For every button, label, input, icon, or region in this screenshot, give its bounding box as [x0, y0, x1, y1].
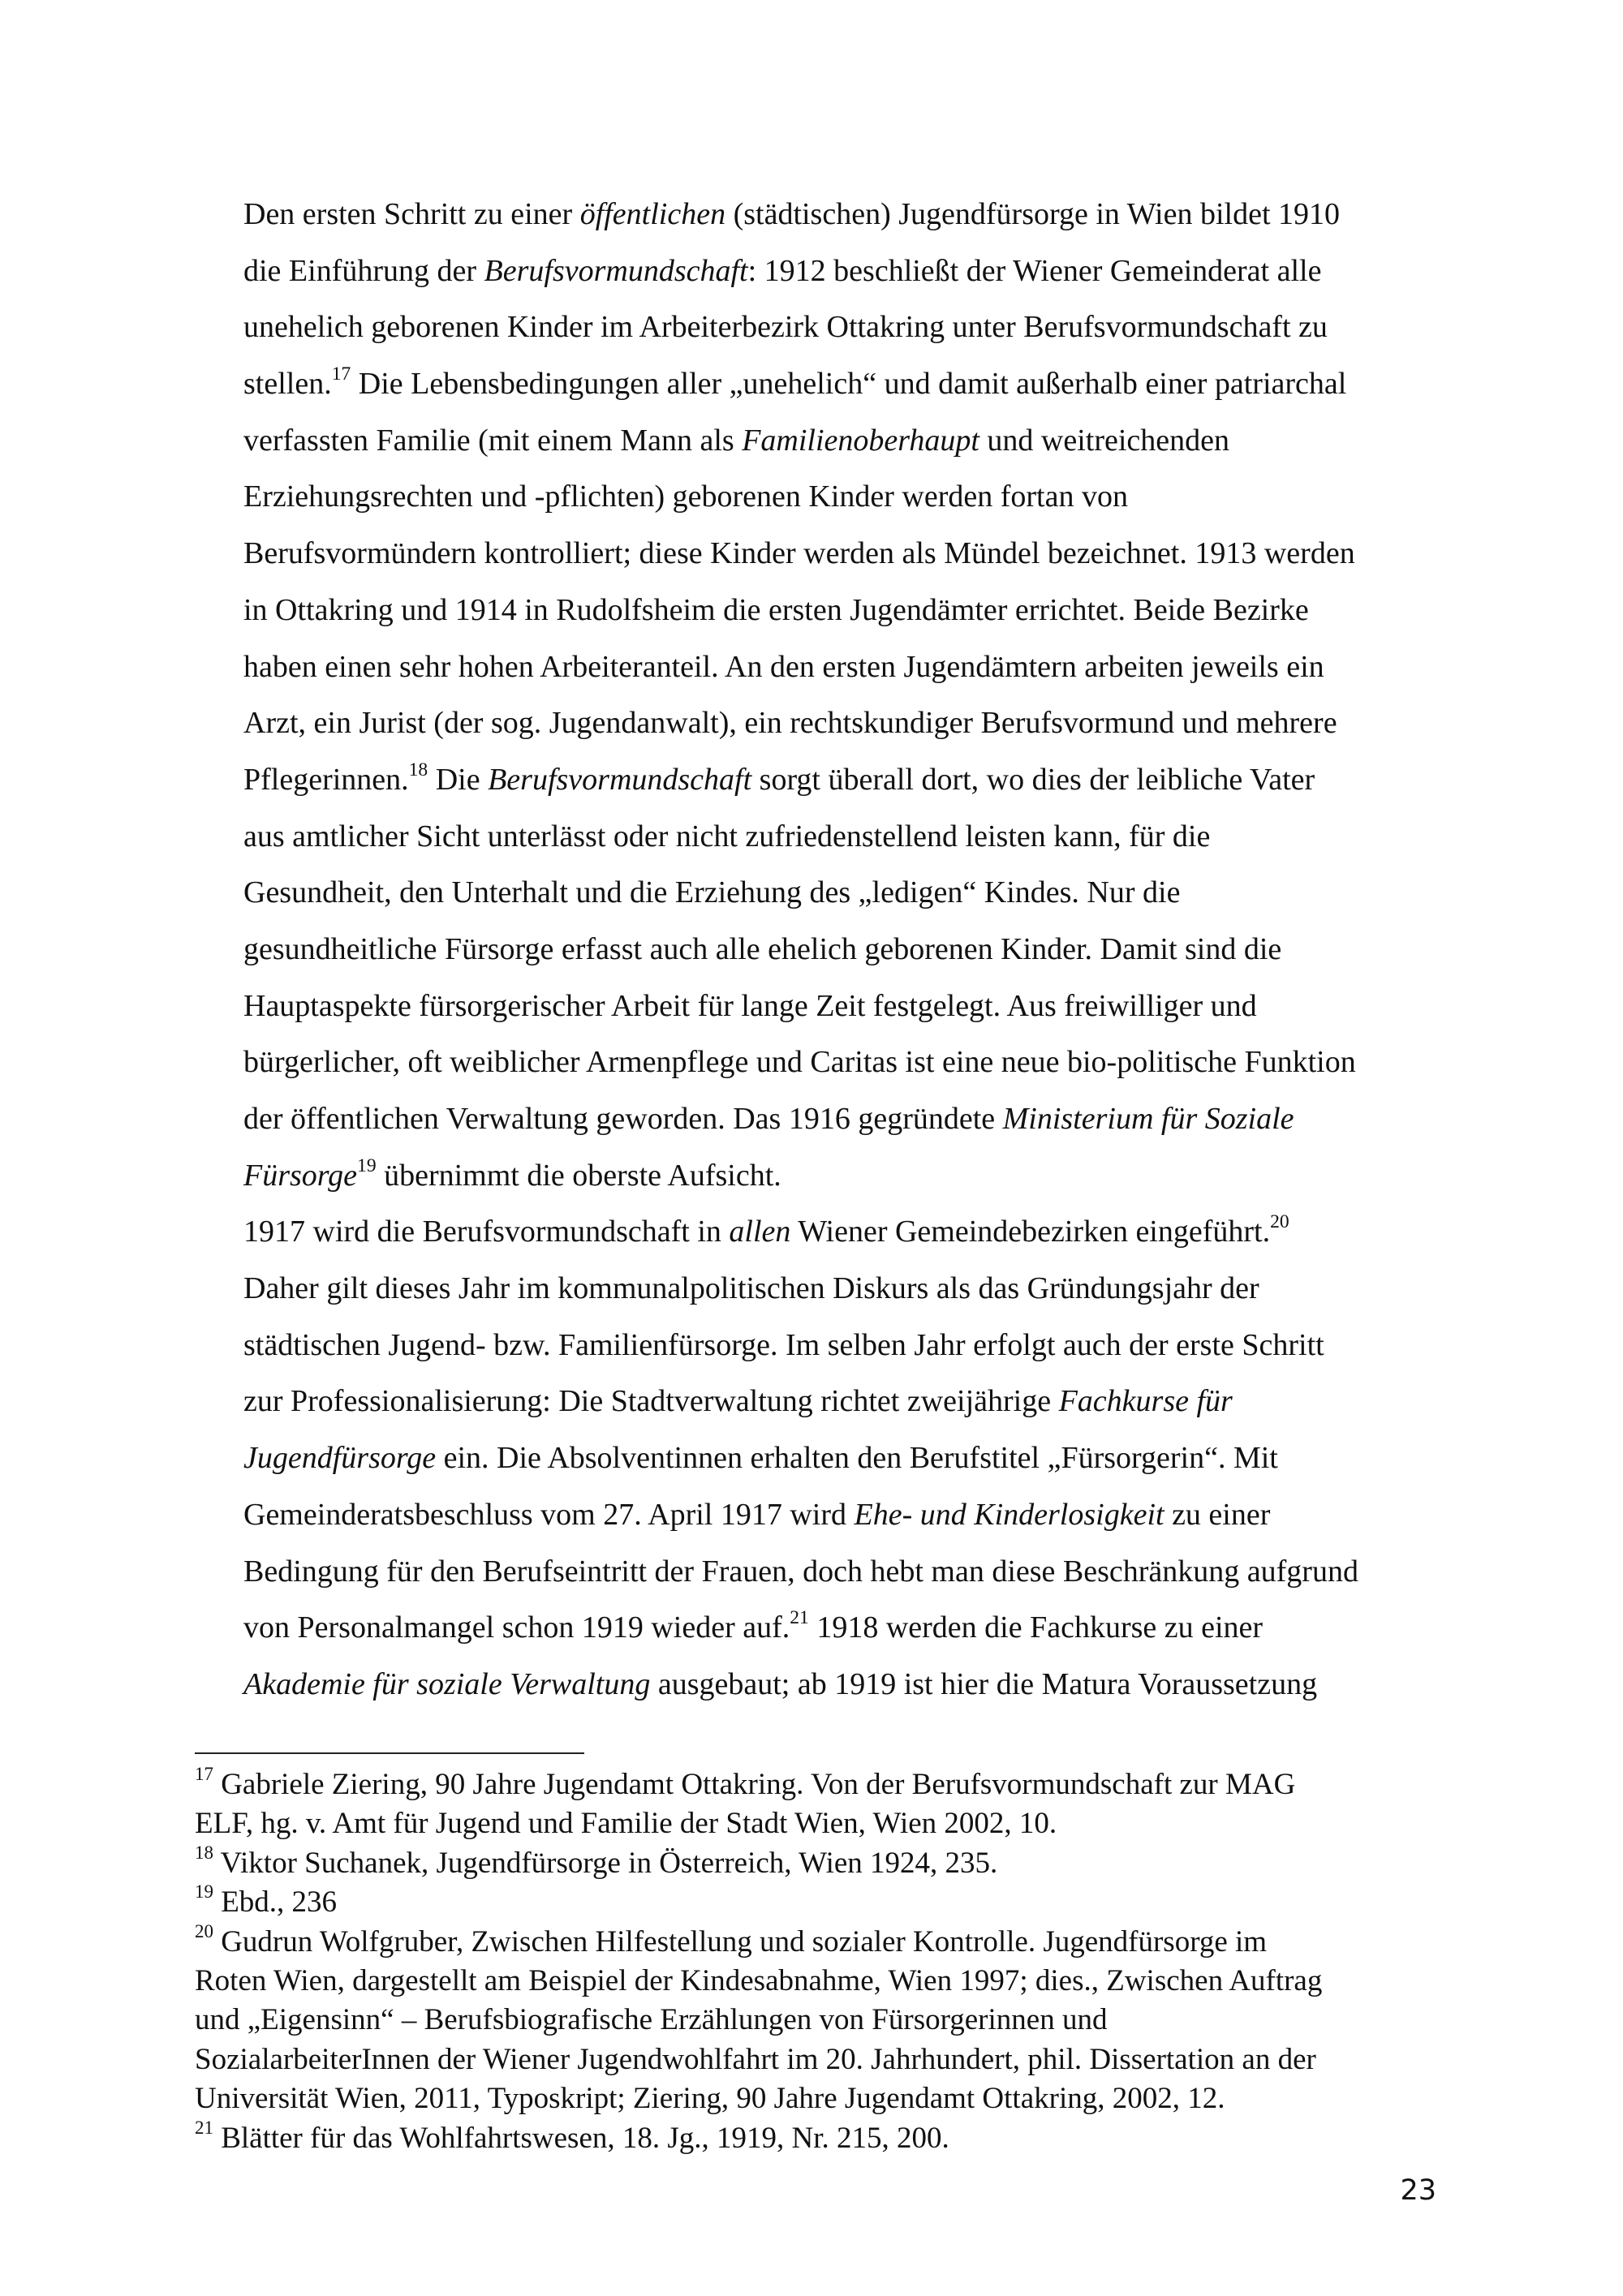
- footnote-marker: 17: [331, 363, 351, 385]
- text-run: städtischen Jugend- bzw. Familienfürsorge. Im selben Jahr erfolgt auch der erste Schritt: [243, 1327, 1324, 1362]
- body-line: [243, 1091, 1436, 1148]
- emphasis-text: Fachkurse für: [1058, 1384, 1233, 1419]
- footnote-marker: 21: [195, 2117, 213, 2138]
- text-run: Bedingung für den Berufseintritt der Frauen, doch hebt man diese Beschränkung aufgrund: [243, 1554, 1358, 1589]
- emphasis-text: Ehe- und Kinderlosigkeit: [854, 1497, 1165, 1532]
- body-line: [243, 1204, 1436, 1261]
- text-run: verfassten Familie (mit einem Mann als: [243, 423, 743, 458]
- text-run: von Personalmangel schon 1919 wieder auf.: [243, 1610, 790, 1645]
- text-run: Pflegerinnen.: [243, 762, 409, 797]
- body-line: [243, 1148, 1436, 1205]
- text-run: sorgt überall dort, wo dies der leibliche Vater: [751, 762, 1315, 797]
- body-line: [243, 526, 1436, 583]
- body-line: [243, 752, 1436, 809]
- body-line: [243, 1034, 1436, 1091]
- footnote-marker: 18: [195, 1842, 213, 1864]
- emphasis-text: Akademie für soziale Verwaltung: [243, 1666, 651, 1701]
- text-run: Wiener Gemeindebezirken eingeführt.: [790, 1215, 1271, 1249]
- text-run: haben einen sehr hohen Arbeiteranteil. An den ersten Jugendämtern arbeiten jeweils ein: [243, 649, 1324, 684]
- emphasis-text: Fürsorge: [243, 1158, 358, 1193]
- text-run: ein. Die Absolventinnen erhalten den Berufstitel „Fürsorgerin“. Mit: [436, 1441, 1278, 1476]
- text-run: Den ersten Schritt zu einer: [243, 197, 580, 231]
- text-run: Erziehungsrechten und -pflichten) geborenen Kinder werden fortan von: [243, 479, 1128, 514]
- text-run: der öffentlichen Verwaltung geworden. Das 1916 gegründete: [243, 1102, 1003, 1136]
- body-line: [243, 299, 1436, 356]
- footnotes: [195, 1765, 1444, 2158]
- body-line: [243, 809, 1436, 866]
- text-run: Daher gilt dieses Jahr im kommunalpolitischen Diskurs als das Gründungsjahr der: [243, 1271, 1259, 1306]
- emphasis-text: allen: [729, 1215, 791, 1249]
- text-run: die Einführung der: [243, 253, 484, 288]
- footnote-line: [195, 2001, 1444, 2040]
- footnote-line: [195, 2119, 1444, 2158]
- footnote-line: [195, 2040, 1444, 2079]
- text-run: Die: [428, 762, 489, 797]
- footnote-marker: 21: [790, 1607, 809, 1628]
- body-line: [243, 243, 1436, 300]
- footnote-line: [195, 1883, 1444, 1922]
- text-run: Universität Wien, 2011, Typoskript; Ziering, 90 Jahre Jugendamt Ottakring, 2002, 12.: [195, 2082, 1225, 2116]
- text-run: ELF, hg. v. Amt für Jugend und Familie der Stadt Wien, Wien 2002, 10.: [195, 1807, 1057, 1841]
- text-run: 1918 werden die Fachkurse zu einer: [808, 1610, 1264, 1645]
- body-line: [243, 1657, 1436, 1713]
- body-line: [243, 922, 1436, 978]
- text-run: Arzt, ein Jurist (der sog. Jugendanwalt), ein rechtskundiger Berufsvormund und mehrere: [243, 706, 1337, 741]
- text-run: Roten Wien, dargestellt am Beispiel der Kindesabnahme, Wien 1997; dies., Zwischen Auftrag: [195, 1963, 1323, 1997]
- text-run: Gemeinderatsbeschluss vom 27. April 1917 wird: [243, 1497, 855, 1532]
- emphasis-text: Berufsvormundschaft: [488, 762, 752, 797]
- body-line: [243, 1261, 1436, 1318]
- emphasis-text: Jugendfürsorge: [243, 1441, 437, 1476]
- text-run: Gesundheit, den Unterhalt und die Erziehung des „ledigen“ Kindes. Nur die: [243, 875, 1181, 910]
- text-run: zu einer: [1164, 1497, 1271, 1532]
- body-line: [243, 639, 1436, 696]
- body-line: [243, 1544, 1436, 1601]
- text-run: aus amtlicher Sicht unterlässt oder nicht zufriedenstellend leisten kann, für die: [243, 819, 1211, 853]
- footnote-line: [195, 1765, 1444, 1804]
- body-line: [243, 978, 1436, 1035]
- emphasis-text: öffentlichen: [579, 197, 726, 231]
- footnote-marker: 19: [357, 1154, 377, 1176]
- footnote-marker: 20: [195, 1920, 213, 1941]
- body-line: [243, 469, 1436, 526]
- footnote-marker: 18: [408, 759, 428, 780]
- body-line: [243, 695, 1436, 752]
- text-run: Ebd., 236: [213, 1885, 338, 1920]
- footnote-separator: [195, 1752, 584, 1754]
- body-line: [243, 1487, 1436, 1544]
- text-run: Gudrun Wolfgruber, Zwischen Hilfestellung und sozialer Kontrolle. Jugendfürsorge im: [213, 1924, 1268, 1958]
- text-run: Hauptaspekte fürsorgerischer Arbeit für lange Zeit festgelegt. Aus freiwilliger und: [243, 988, 1257, 1023]
- footnote-line: [195, 1920, 1444, 1962]
- text-run: : 1912 beschließt der Wiener Gemeinderat alle: [747, 253, 1322, 288]
- emphasis-text: Ministerium für Soziale: [1002, 1102, 1294, 1136]
- text-run: zur Professionalisierung: Die Stadtverwaltung richtet zweijährige: [243, 1384, 1059, 1419]
- text-run: übernimmt die oberste Aufsicht.: [376, 1158, 781, 1193]
- text-run: und „Eigensinn“ – Berufsbiografische Erzählungen von Fürsorgerinnen und: [195, 2003, 1108, 2037]
- body-line: [243, 413, 1436, 470]
- text-run: (städtischen) Jugendfürsorge in Wien bildet 1910: [725, 197, 1340, 231]
- body-text: [243, 187, 1436, 1713]
- footnote-marker: 19: [195, 1881, 213, 1903]
- text-run: gesundheitliche Fürsorge erfasst auch alle ehelich geborenen Kinder. Damit sind die: [243, 931, 1282, 966]
- body-line: [243, 1318, 1436, 1374]
- emphasis-text: Berufsvormundschaft: [484, 253, 748, 288]
- text-run: Berufsvormündern kontrolliert; diese Kinder werden als Mündel bezeichnet. 1913 werden: [243, 536, 1355, 571]
- emphasis-text: Familienoberhaupt: [742, 423, 979, 458]
- body-line: [243, 865, 1436, 922]
- text-run: Die Lebensbedingungen aller „unehelich“ und damit außerhalb einer patriarchal: [351, 367, 1347, 402]
- footnote-line: [195, 1844, 1444, 1883]
- footnote-line: [195, 1804, 1444, 1843]
- footnote-marker: 17: [195, 1764, 213, 1785]
- body-line: [243, 1430, 1436, 1487]
- body-line: [243, 583, 1436, 639]
- text-run: bürgerlicher, oft weiblicher Armenpflege und Caritas ist eine neue bio-politische Funktion: [243, 1045, 1356, 1080]
- body-line: [243, 1374, 1436, 1430]
- text-run: stellen.: [243, 367, 332, 402]
- text-run: Viktor Suchanek, Jugendfürsorge in Österreich, Wien 1924, 235.: [213, 1846, 998, 1880]
- body-line: [243, 1600, 1436, 1657]
- footnote-line: [195, 2079, 1444, 2118]
- footnote-line: [195, 1962, 1444, 2001]
- text-run: unehelich geborenen Kinder im Arbeiterbezirk Ottakring unter Berufsvormundschaft zu: [243, 310, 1328, 345]
- text-run: SozialarbeiterInnen der Wiener Jugendwohlfahrt im 20. Jahrhundert, phil. Dissertation an der: [195, 2042, 1316, 2076]
- text-run: Gabriele Ziering, 90 Jahre Jugendamt Ottakring. Von der Berufsvormundschaft zur MAG: [213, 1768, 1296, 1801]
- body-line: [243, 356, 1436, 413]
- page-number: 23: [1400, 2174, 1436, 2207]
- text-run: Blätter für das Wohlfahrtswesen, 18. Jg., 1919, Nr. 215, 200.: [213, 2121, 949, 2155]
- body-line: [243, 187, 1436, 243]
- text-run: und weitreichenden: [979, 423, 1230, 458]
- footnote-marker: 20: [1270, 1211, 1289, 1233]
- text-run: 1917 wird die Berufsvormundschaft in: [243, 1215, 730, 1249]
- text-run: in Ottakring und 1914 in Rudolfsheim die ersten Jugendämter errichtet. Beide Bezirke: [243, 592, 1309, 627]
- text-run: ausgebaut; ab 1919 ist hier die Matura Voraussetzung: [650, 1666, 1318, 1701]
